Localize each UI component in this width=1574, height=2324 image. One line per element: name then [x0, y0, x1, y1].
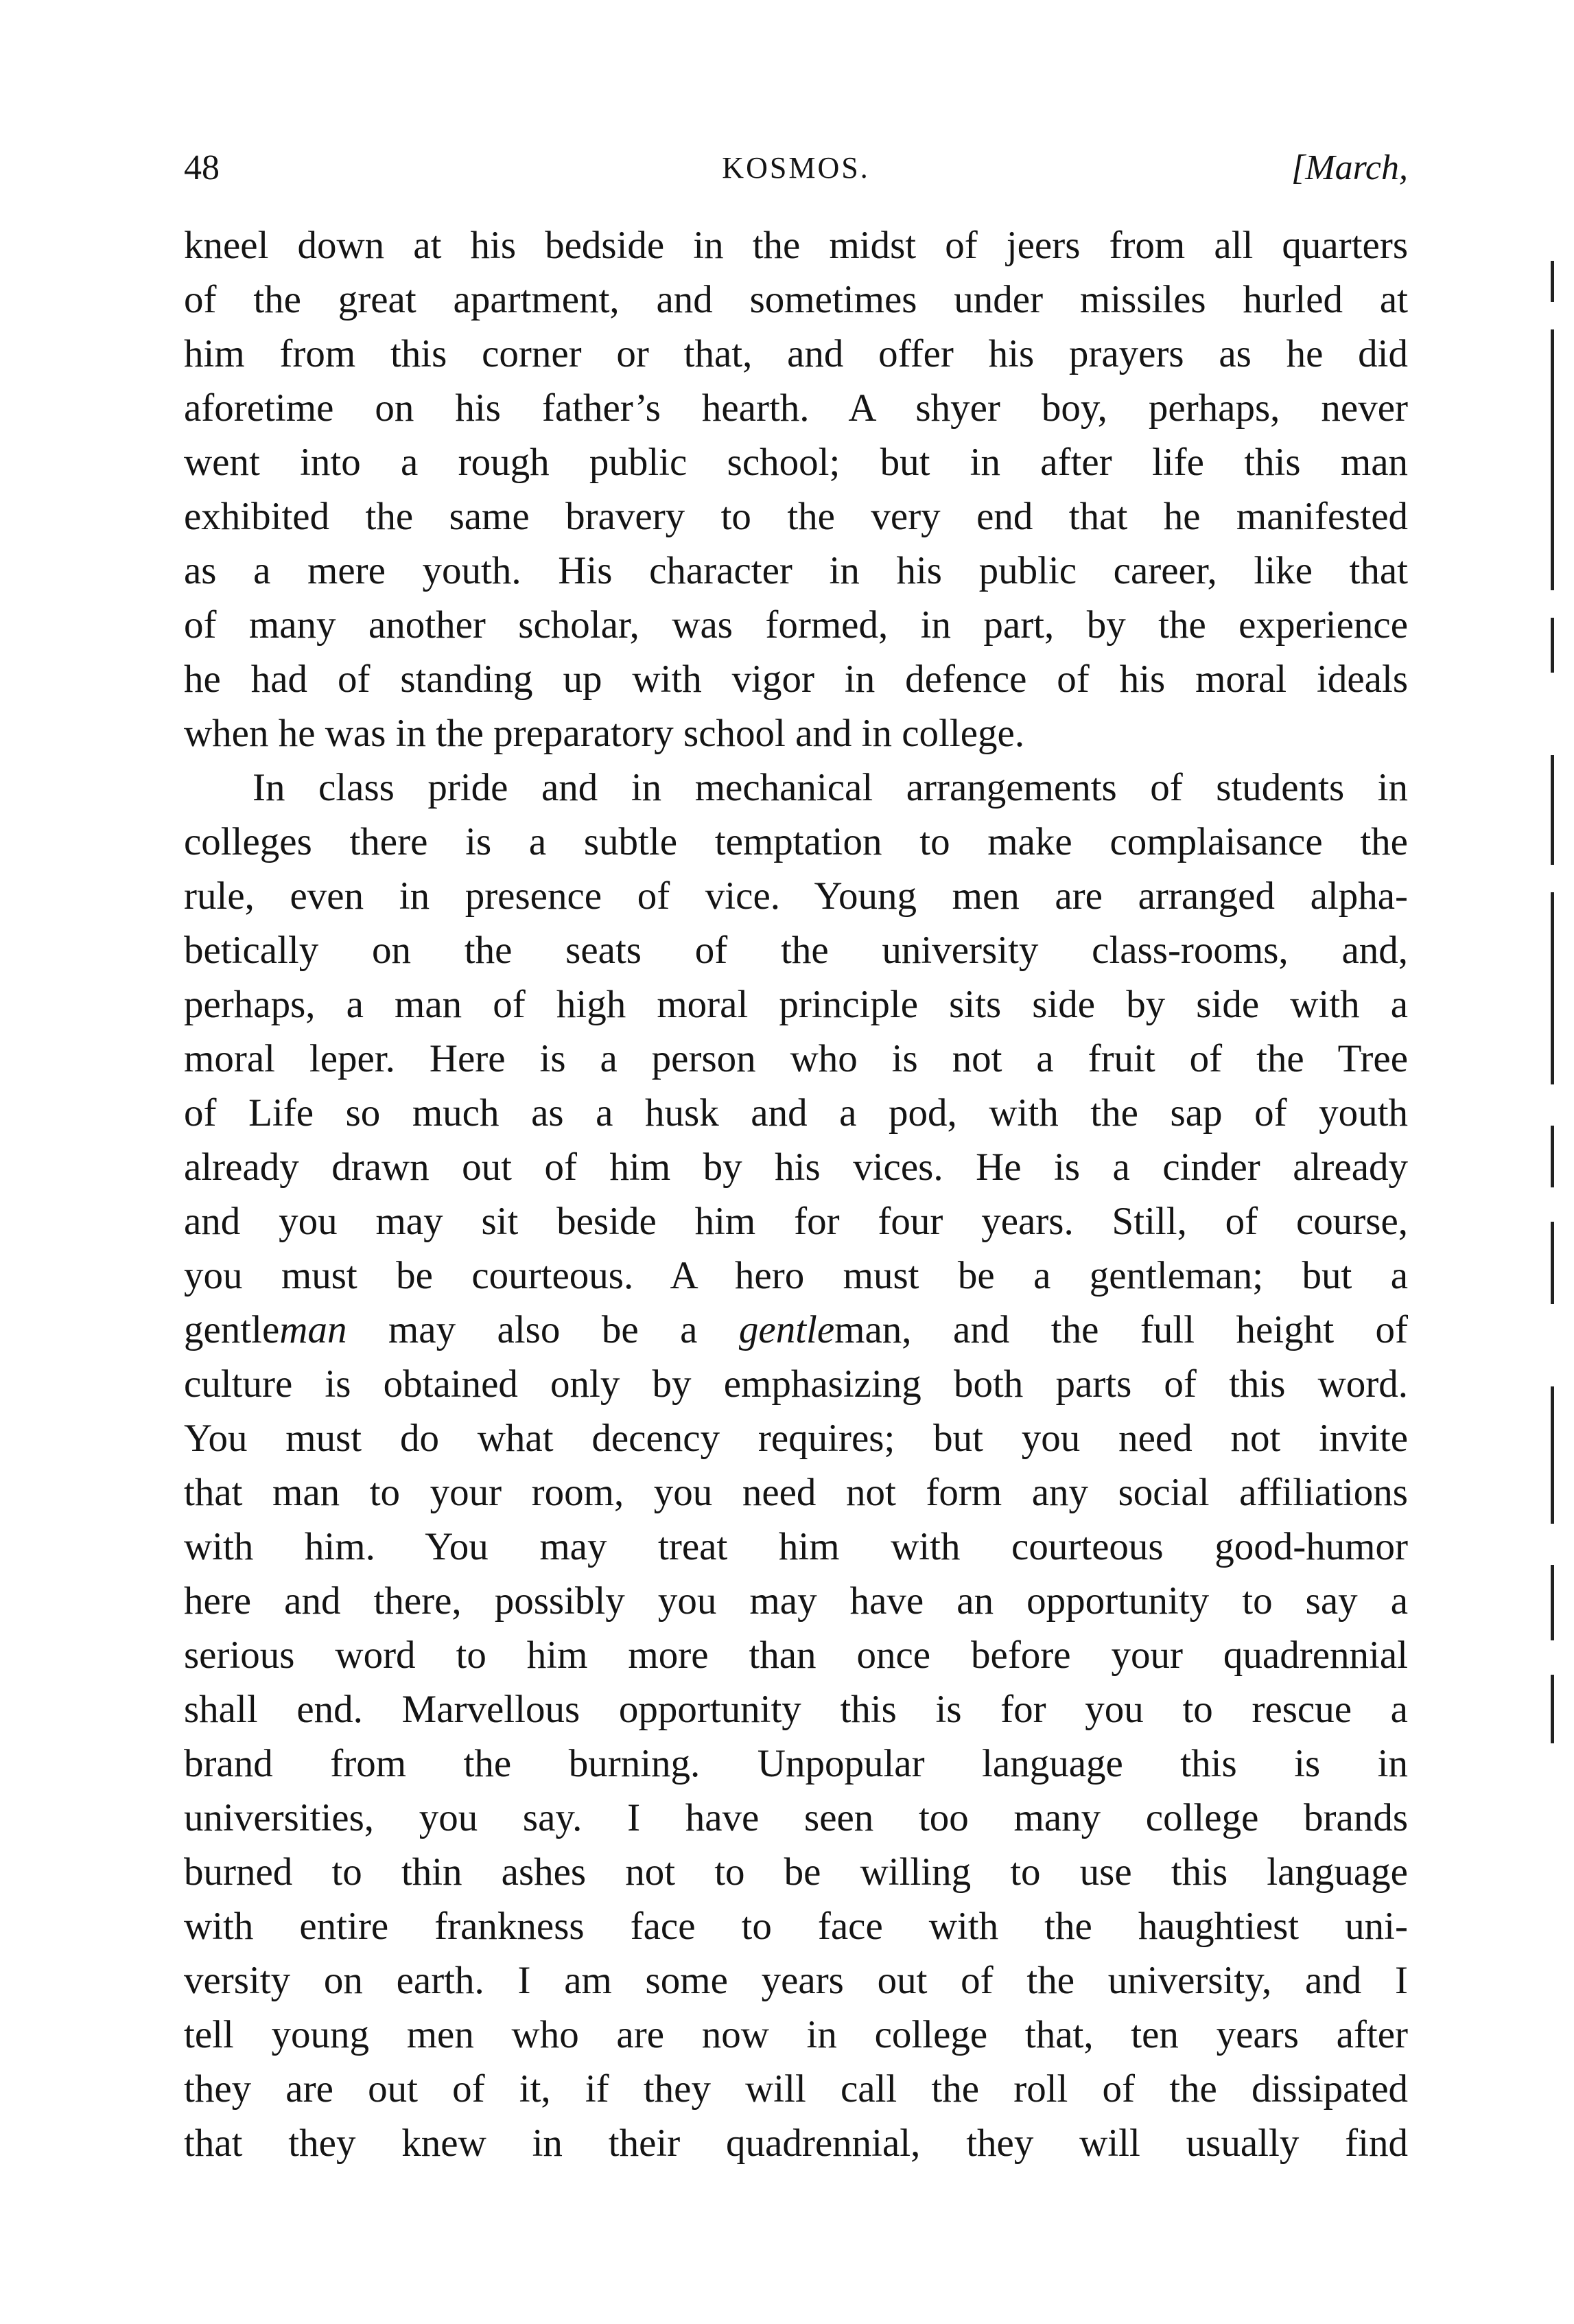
text-line: with entire frankness face to face with the haughtiest uni- — [184, 1905, 1408, 1948]
paragraph-2 — [184, 760, 1408, 2170]
text-line: universities, you say. I have seen too many college brands — [184, 1796, 1408, 1839]
text-line: shall end. Marvellous opportunity this is for you to rescue a — [184, 1688, 1408, 1731]
text-line: went into a rough public school; but in after life this man — [184, 441, 1408, 484]
text-line: colleges there is a subtle temptation to make complaisance the — [184, 820, 1408, 863]
text-line: burned to thin ashes not to be willing to use this language — [184, 1850, 1408, 1894]
scan-mark — [1551, 1675, 1554, 1743]
text-line: tell young men who are now in college that, ten years after — [184, 2013, 1408, 2056]
text-line: when he was in the preparatory school and in college. — [184, 712, 1025, 755]
text-line: betically on the seats of the university class-rooms, and, — [184, 929, 1408, 972]
running-head — [184, 144, 1408, 192]
scan-mark — [1551, 1565, 1554, 1640]
text-line: brand from the burning. Unpopular language this is in — [184, 1742, 1408, 1785]
text-line: moral leper. Here is a person who is not a fruit of the Tree — [184, 1037, 1408, 1080]
paragraph-1 — [184, 218, 1408, 760]
scan-mark — [1551, 1386, 1554, 1524]
text-line: they are out of it, if they will call the roll of the dissipated — [184, 2067, 1408, 2111]
text-line: he had of standing up with vigor in defence of his moral ideals — [184, 658, 1408, 701]
text-line: and you may sit beside him for four years. Still, of course, — [184, 1200, 1408, 1243]
scan-mark — [1551, 1222, 1554, 1304]
body-text — [184, 218, 1408, 2170]
text-line: culture is obtained only by emphasizing both parts of this word. — [184, 1362, 1408, 1406]
text-line: versity on earth. I am some years out of the university, and I — [184, 1959, 1408, 2002]
scan-mark — [1551, 892, 1554, 1084]
scan-mark — [1551, 329, 1554, 590]
text-line: In class pride and in mechanical arrangements of students in — [252, 766, 1408, 809]
scan-mark — [1551, 755, 1554, 865]
text-line: kneel down at his bedside in the midst of jeers from all quarters — [184, 224, 1408, 267]
text-line: serious word to him more than once before your quadrennial — [184, 1634, 1408, 1677]
text-line: aforetime on his father’s hearth. A shyer boy, perhaps, never — [184, 386, 1408, 430]
text-line: that they knew in their quadrennial, they will usually find — [184, 2122, 1408, 2165]
text-line: gentleman may also be a gentleman, and the full height of — [184, 1308, 1408, 1351]
journal-title: KOSMOS. — [722, 151, 870, 185]
text-line: with him. You may treat him with courteous good-humor — [184, 1525, 1408, 1568]
text-line: already drawn out of him by his vices. He is a cinder already — [184, 1146, 1408, 1189]
scan-edge-marks — [1544, 151, 1564, 1743]
text-line: perhaps, a man of high moral principle sits side by side with a — [184, 983, 1408, 1026]
issue-month: [March, — [1291, 148, 1408, 187]
text-line: exhibited the same bravery to the very end that he manifested — [184, 495, 1408, 538]
scan-mark — [1551, 618, 1554, 673]
page-number: 48 — [184, 148, 220, 187]
text-line: rule, even in presence of vice. Young men are arranged alpha- — [184, 874, 1408, 918]
scan-mark — [1551, 261, 1554, 302]
text-line: of many another scholar, was formed, in part, by the experience — [184, 603, 1408, 647]
scan-mark — [1551, 1126, 1554, 1187]
text-line: You must do what decency requires; but you need not invite — [184, 1417, 1408, 1460]
text-line: of Life so much as a husk and a pod, with the sap of youth — [184, 1091, 1408, 1135]
text-line: of the great apartment, and sometimes under missiles hurled at — [184, 278, 1408, 321]
text-line: that man to your room, you need not form any social affiliations — [184, 1471, 1408, 1514]
text-line: here and there, possibly you may have an opportunity to say a — [184, 1579, 1408, 1623]
text-line: as a mere youth. His character in his public career, like that — [184, 549, 1408, 592]
text-line: you must be courteous. A hero must be a gentleman; but a — [184, 1254, 1408, 1297]
text-line: him from this corner or that, and offer his prayers as he did — [184, 332, 1408, 375]
